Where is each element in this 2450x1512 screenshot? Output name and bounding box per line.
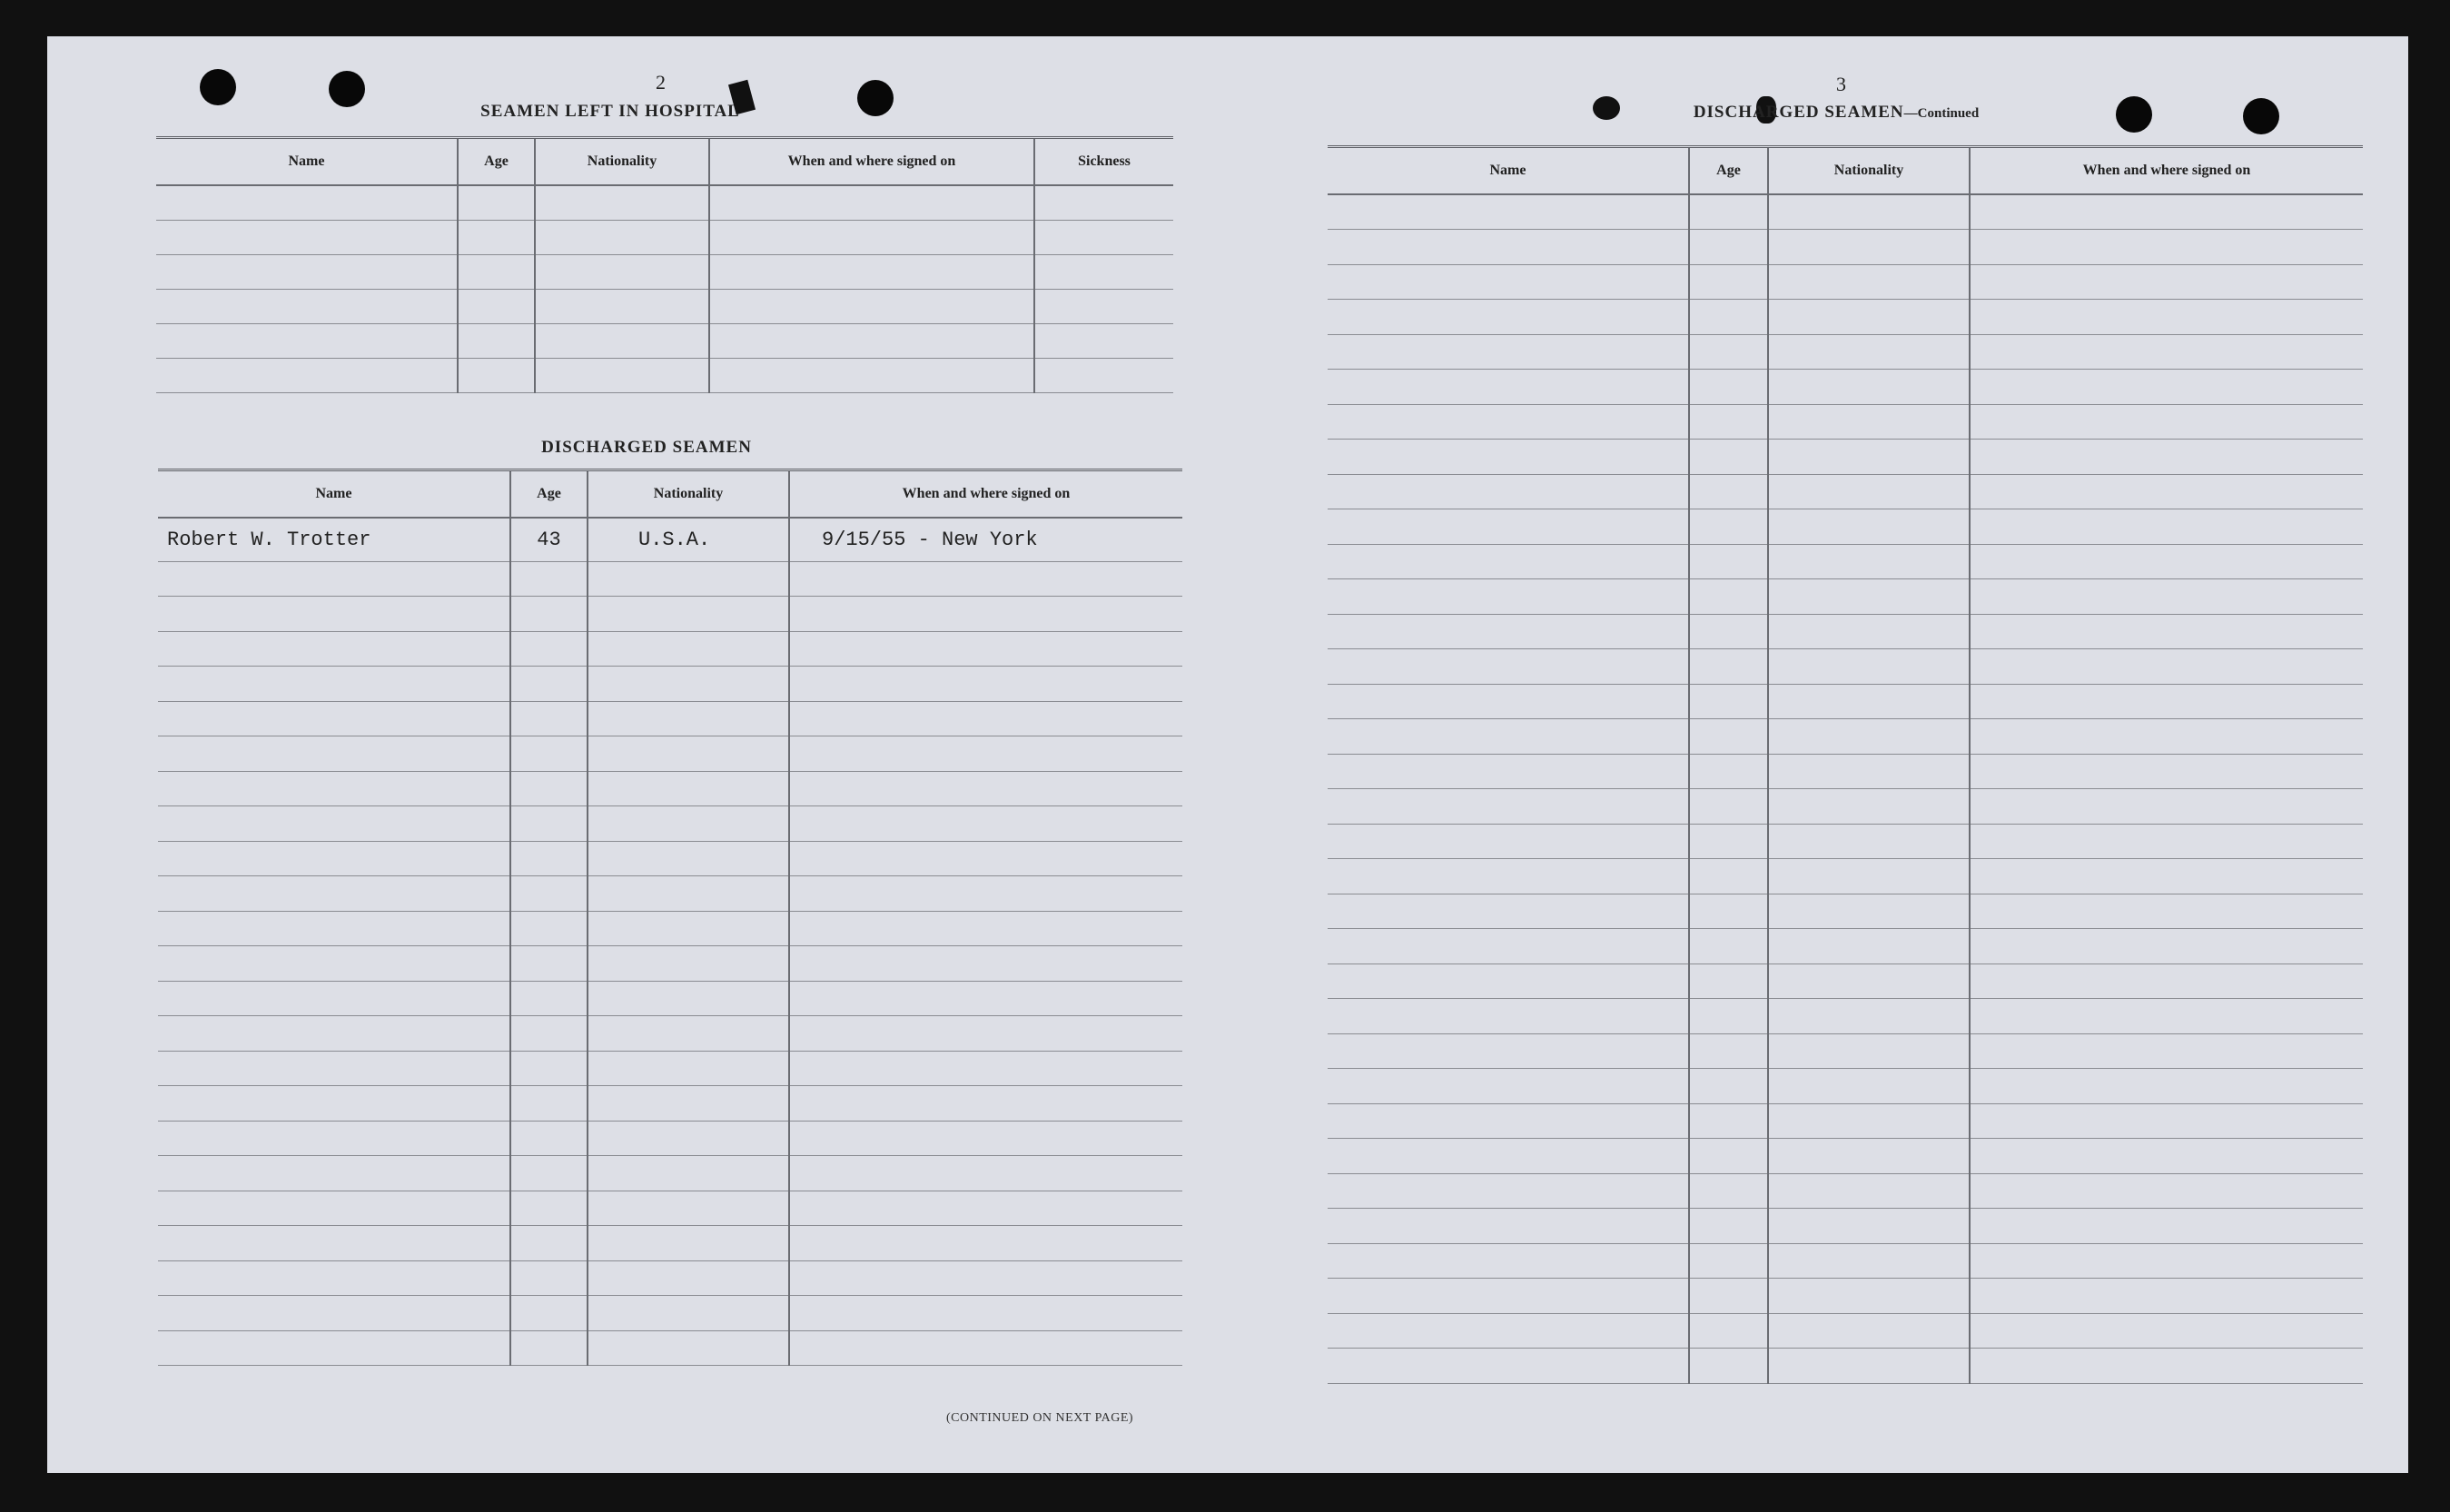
table-row — [156, 358, 1173, 392]
column-header-age: Age — [1689, 147, 1768, 195]
column-header-nationality: Nationality — [1768, 147, 1970, 195]
table-row — [158, 561, 1182, 597]
table-row — [158, 876, 1182, 912]
table-row — [158, 841, 1182, 876]
table-row — [158, 1121, 1182, 1156]
table-row — [158, 1086, 1182, 1122]
page-number: 3 — [1836, 73, 1846, 95]
table-row — [156, 254, 1173, 289]
table-row — [1328, 334, 2363, 370]
table-row — [1328, 474, 2363, 509]
table-row — [1328, 1139, 2363, 1174]
table-row — [158, 701, 1182, 736]
table-row — [158, 518, 1182, 561]
table-row — [1328, 404, 2363, 440]
table-row — [1328, 999, 2363, 1034]
table-row — [156, 323, 1173, 358]
seaman-name: Robert W. Trotter — [158, 518, 510, 561]
discharged-heading: DISCHARGED SEAMEN — [541, 438, 752, 457]
table-row — [1328, 859, 2363, 894]
table-row — [1328, 1069, 2363, 1104]
table-row — [158, 981, 1182, 1016]
table-row — [1328, 649, 2363, 685]
page-number: 2 — [656, 71, 666, 94]
table-row — [1328, 264, 2363, 300]
discharged-continued-table — [1328, 145, 2363, 1384]
table-row — [1328, 1243, 2363, 1279]
table-row — [1328, 509, 2363, 545]
table-row — [1328, 194, 2363, 230]
table-row — [1328, 579, 2363, 615]
column-header-signed-on: When and where signed on — [789, 470, 1182, 519]
table-row — [158, 1226, 1182, 1261]
table-row — [1328, 1279, 2363, 1314]
table-row — [156, 289, 1173, 323]
table-row — [158, 771, 1182, 806]
table-row — [158, 1330, 1182, 1366]
discharged-continued-heading — [1655, 103, 2018, 123]
table-row — [158, 736, 1182, 772]
table-row — [1328, 719, 2363, 755]
column-header-sickness: Sickness — [1034, 138, 1173, 186]
left-page — [102, 36, 1191, 1473]
right-page — [1273, 36, 2390, 1473]
table-row — [1328, 544, 2363, 579]
seaman-age: 43 — [510, 518, 588, 561]
table-row — [1328, 1349, 2363, 1384]
seaman-nationality: U.S.A. — [588, 518, 789, 561]
hospital-heading: SEAMEN LEFT IN HOSPITAL — [480, 102, 740, 121]
table-row — [1328, 614, 2363, 649]
table-row — [158, 1051, 1182, 1086]
table-row — [158, 1296, 1182, 1331]
table-row — [1328, 300, 2363, 335]
table-row — [158, 911, 1182, 946]
table-row — [158, 1156, 1182, 1191]
discharged-table — [158, 469, 1182, 1366]
table-row — [1328, 1209, 2363, 1244]
column-header-name: Name — [158, 470, 510, 519]
table-row — [1328, 929, 2363, 964]
table-row — [1328, 440, 2363, 475]
heading-main: DISCHARGED SEAMEN — [1693, 103, 1904, 122]
table-row — [158, 1191, 1182, 1226]
column-header-age: Age — [458, 138, 535, 186]
table-row — [158, 631, 1182, 667]
seaman-signed-on: 9/15/55 - New York — [789, 518, 1182, 561]
column-header-name: Name — [1328, 147, 1689, 195]
table-row — [1328, 754, 2363, 789]
table-row — [1328, 1103, 2363, 1139]
table-row — [158, 946, 1182, 982]
column-header-age: Age — [510, 470, 588, 519]
table-row — [158, 597, 1182, 632]
table-row — [1328, 964, 2363, 999]
heading-suffix: —Continued — [1903, 106, 1980, 121]
table-row — [1328, 684, 2363, 719]
table-row — [156, 220, 1173, 254]
column-header-name: Name — [156, 138, 458, 186]
table-row — [158, 667, 1182, 702]
table-row — [1328, 230, 2363, 265]
column-header-nationality: Nationality — [588, 470, 789, 519]
table-row — [1328, 1313, 2363, 1349]
table-row — [1328, 789, 2363, 825]
table-row — [1328, 1173, 2363, 1209]
column-header-signed-on: When and where signed on — [1970, 147, 2363, 195]
table-row — [1328, 824, 2363, 859]
table-row — [158, 1016, 1182, 1052]
table-row — [158, 806, 1182, 842]
table-row — [1328, 1033, 2363, 1069]
table-row — [1328, 370, 2363, 405]
document-sheet — [47, 36, 2408, 1473]
column-header-signed-on: When and where signed on — [709, 138, 1034, 186]
table-row — [156, 185, 1173, 220]
table-row — [158, 1260, 1182, 1296]
hospital-table — [156, 136, 1173, 393]
column-header-nationality: Nationality — [535, 138, 709, 186]
continued-footer: (CONTINUED ON NEXT PAGE) — [946, 1411, 1134, 1425]
table-row — [1328, 894, 2363, 929]
